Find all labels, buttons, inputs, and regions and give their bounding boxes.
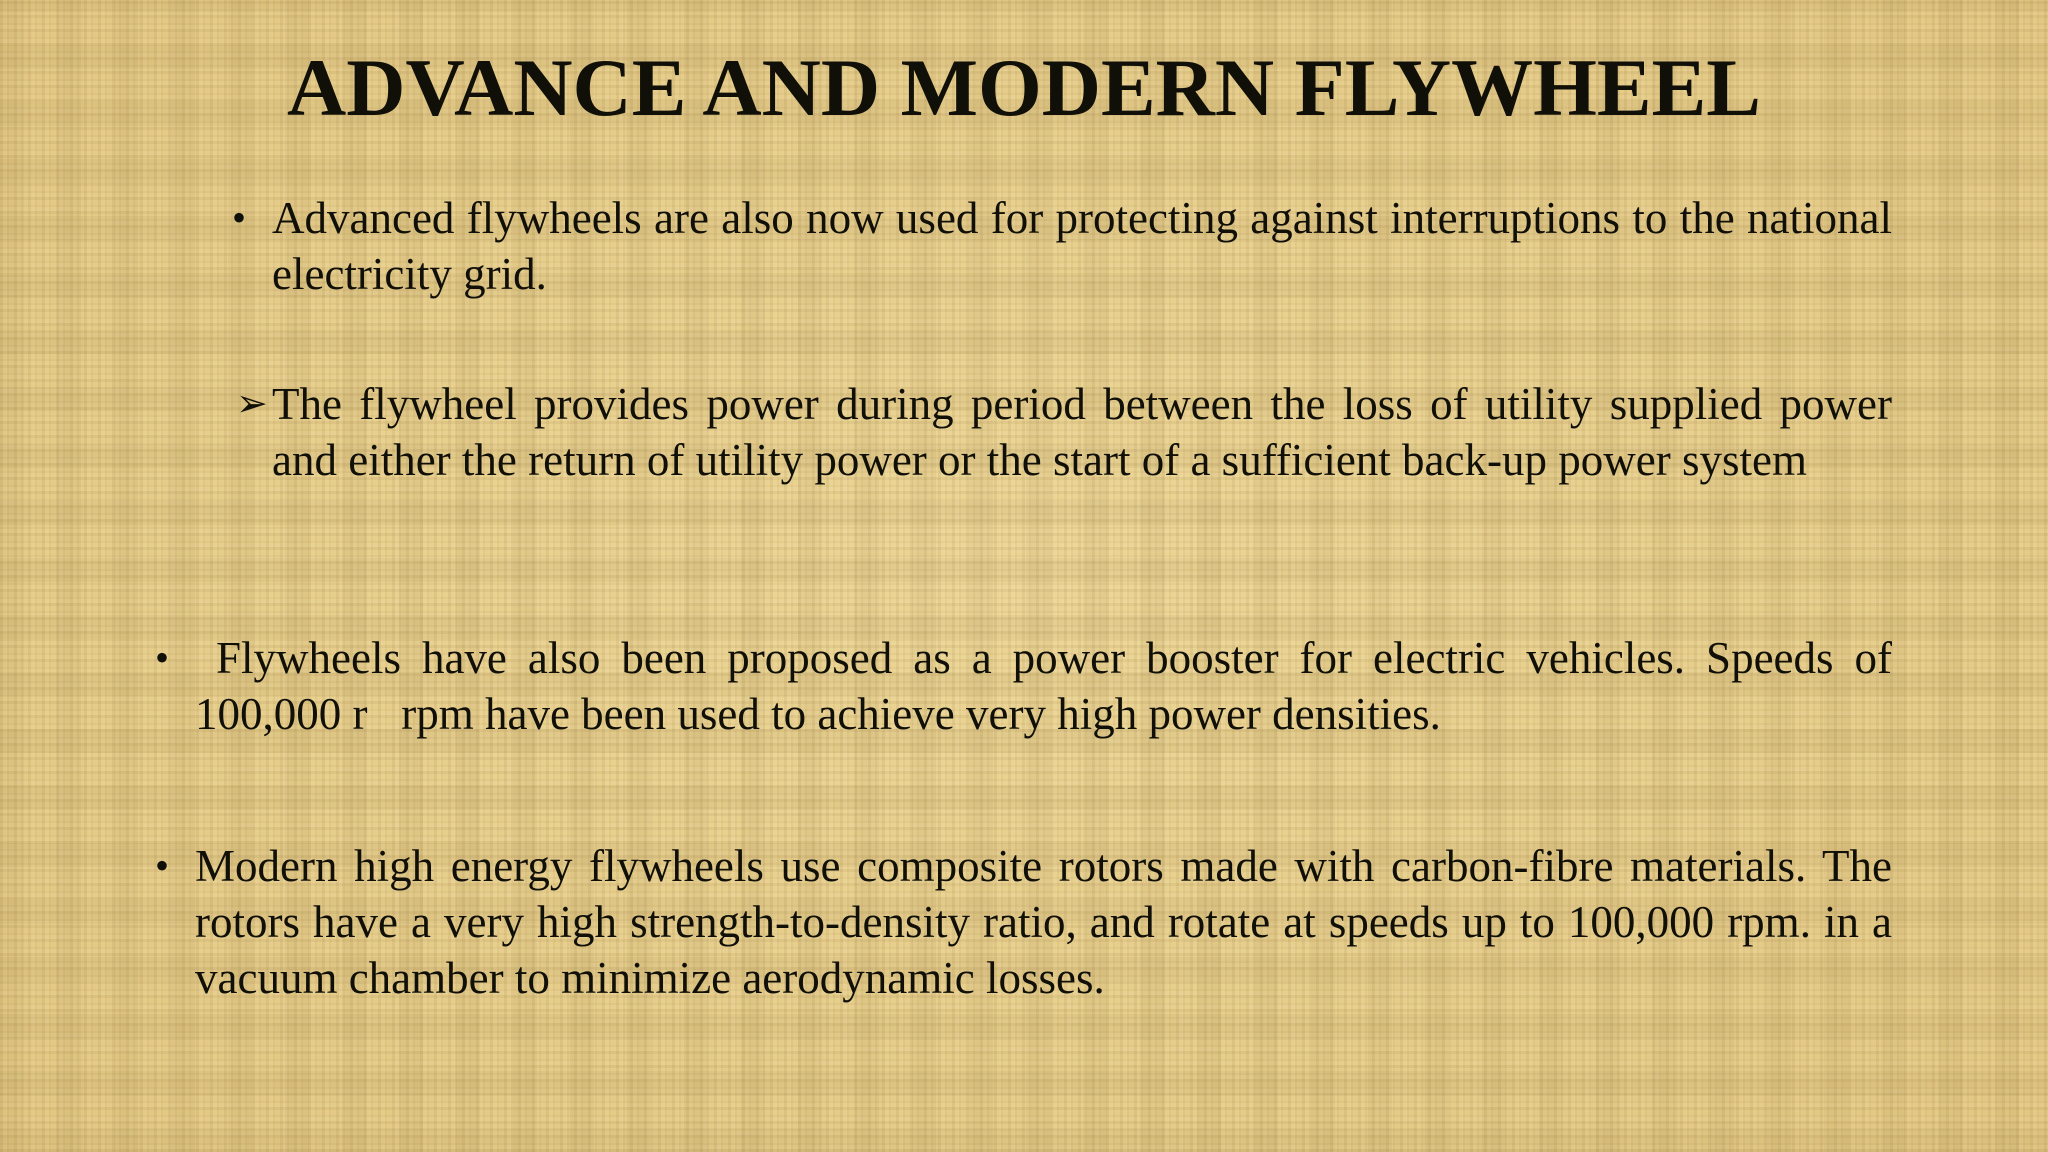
arrow-bullet-icon: ➢ bbox=[236, 383, 268, 425]
slide-title: ADVANCE AND MODERN FLYWHEEL bbox=[287, 42, 1761, 133]
bullet-dot-icon: • bbox=[155, 635, 170, 680]
bullet-item-composite-rotors bbox=[155, 838, 1892, 1006]
bullet-dot-icon: • bbox=[155, 843, 170, 888]
bullet-text: The flywheel provides power during period between the loss of utility supplied power and either the return of utility power or the start of a sufficient back-up power system bbox=[272, 379, 1904, 485]
bullet-item-grid-protection bbox=[232, 190, 1892, 302]
bullet-text: Flywheels have also been proposed as a power booster for electric vehicles. Speeds of 100,000 r rpm have been used to achieve very high power densities. bbox=[195, 633, 1904, 739]
bullet-item-backup-power bbox=[236, 376, 1904, 488]
bullet-text: Modern high energy flywheels use composite rotors made with carbon-fibre materials. The rotors have a very high strength-to-density ratio, and rotate at speeds up to 100,000 rpm. in a vacuum chamber to minimize aerodynamic losses. bbox=[195, 841, 1892, 1003]
bullet-text: Advanced flywheels are also now used for protecting against interruptions to the national electricity grid. bbox=[272, 193, 1892, 299]
bullet-item-electric-vehicles bbox=[155, 630, 1904, 742]
bullet-dot-icon: • bbox=[232, 195, 247, 240]
